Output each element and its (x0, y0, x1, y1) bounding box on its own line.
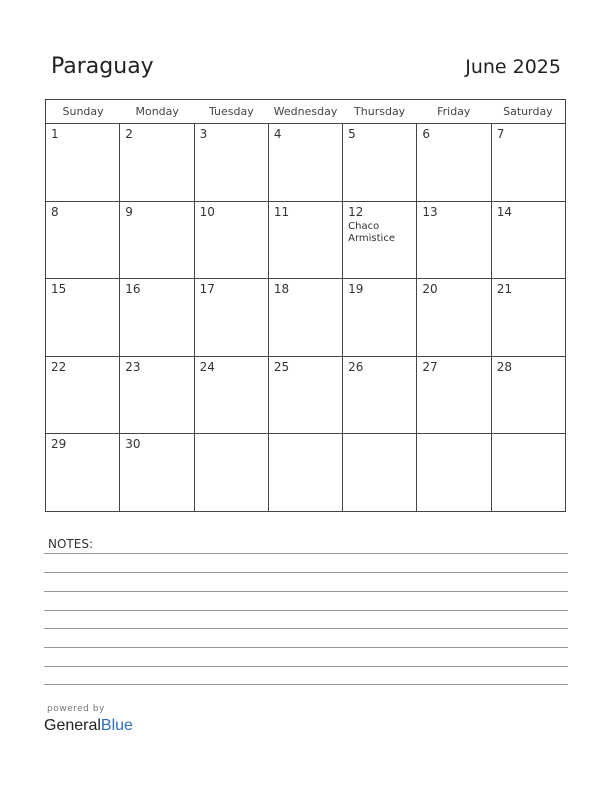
powered-by-text: powered by (47, 704, 105, 714)
brand-blue-text: Blue (100, 717, 133, 734)
calendar-day-cell (269, 279, 343, 356)
calendar-day-cell (492, 434, 565, 511)
calendar-day-cell (120, 124, 194, 201)
month-title: June 2025 (465, 56, 561, 78)
day-number: 22 (51, 359, 67, 374)
generalblue-logo (44, 717, 133, 735)
day-number: 30 (125, 437, 141, 452)
weekday-saturday: Saturday (503, 105, 553, 118)
calendar-day-cell (343, 124, 417, 201)
day-number: 28 (496, 359, 512, 374)
day-number: 11 (273, 204, 290, 219)
holiday-label: Chaco Armistice (348, 220, 395, 244)
day-number: 3 (199, 127, 208, 141)
notes-rule-line (44, 591, 568, 592)
calendar-day-cell (46, 434, 120, 511)
calendar-day-cell (120, 202, 194, 279)
calendar-day-cell (46, 279, 120, 356)
calendar-week-row (46, 357, 565, 435)
notes-rule-line (44, 553, 568, 554)
day-number: 16 (125, 282, 141, 297)
day-number: 29 (51, 437, 67, 452)
notes-rule-line (44, 572, 568, 573)
calendar-day-cell (120, 357, 194, 434)
calendar-day-cell (417, 124, 491, 201)
country-title: Paraguay (51, 54, 154, 79)
weekday-wednesday: Wednesday (273, 105, 338, 118)
calendar-day-cell (195, 357, 269, 434)
day-number: 20 (422, 282, 438, 297)
notes-rule-line (44, 628, 568, 629)
notes-rule-line (44, 666, 568, 667)
day-number: 17 (199, 282, 215, 297)
calendar-day-cell (269, 434, 343, 511)
notes-rule-line (44, 647, 568, 648)
day-number: 25 (273, 359, 290, 374)
calendar-day-cell (195, 279, 269, 356)
day-number: 5 (348, 127, 356, 141)
calendar-day-cell (269, 124, 343, 201)
calendar-week-row (46, 202, 565, 280)
day-number: 24 (199, 359, 215, 374)
day-number: 19 (348, 282, 364, 297)
day-number: 12 (348, 204, 364, 219)
calendar-grid (45, 99, 566, 512)
notes-label: NOTES: (48, 537, 93, 551)
day-number: 10 (199, 204, 215, 219)
calendar-day-cell (417, 357, 491, 434)
calendar-day-cell (120, 434, 194, 511)
calendar-day-cell (46, 124, 120, 201)
calendar-day-cell (269, 357, 343, 434)
day-number: 26 (348, 359, 364, 374)
calendar-day-cell (343, 202, 417, 279)
notes-rule-line (44, 610, 568, 611)
calendar-day-cell (269, 202, 343, 279)
calendar-day-cell (195, 434, 269, 511)
day-number: 4 (273, 127, 282, 141)
calendar-day-cell (343, 357, 417, 434)
day-number: 15 (51, 282, 67, 297)
notes-rule-line (44, 684, 568, 685)
weekday-thursday: Thursday (354, 105, 406, 118)
calendar-day-cell (46, 202, 120, 279)
calendar-day-cell (417, 279, 491, 356)
day-number: 2 (125, 127, 133, 141)
calendar-day-cell (417, 434, 491, 511)
day-number: 14 (496, 204, 512, 219)
weekday-friday: Friday (437, 105, 471, 118)
calendar-week-row (46, 124, 565, 202)
day-number: 9 (125, 204, 133, 219)
weekday-tuesday: Tuesday (208, 105, 254, 118)
day-number: 13 (422, 204, 438, 219)
day-number: 1 (51, 127, 59, 141)
day-number: 23 (125, 359, 141, 374)
calendar-day-cell (492, 124, 565, 201)
weekday-monday: Monday (135, 105, 179, 118)
weekday-sunday: Sunday (62, 105, 104, 118)
calendar-day-cell (46, 357, 120, 434)
day-number: 8 (51, 204, 59, 219)
calendar-day-cell (195, 202, 269, 279)
brand-general-text: General (44, 717, 101, 734)
day-number: 18 (273, 282, 290, 297)
weekday-header-row (46, 100, 565, 124)
calendar-weeks (46, 124, 565, 511)
day-number: 21 (496, 282, 512, 297)
calendar-day-cell (492, 357, 565, 434)
calendar-week-row (46, 279, 565, 357)
calendar-day-cell (343, 279, 417, 356)
day-number: 7 (496, 127, 505, 141)
day-number: 27 (422, 359, 438, 374)
calendar-day-cell (120, 279, 194, 356)
calendar-week-row (46, 434, 565, 511)
calendar-day-cell (492, 202, 565, 279)
day-number: 6 (422, 127, 431, 141)
calendar-day-cell (492, 279, 565, 356)
calendar-day-cell (417, 202, 491, 279)
calendar-day-cell (343, 434, 417, 511)
calendar-day-cell (195, 124, 269, 201)
